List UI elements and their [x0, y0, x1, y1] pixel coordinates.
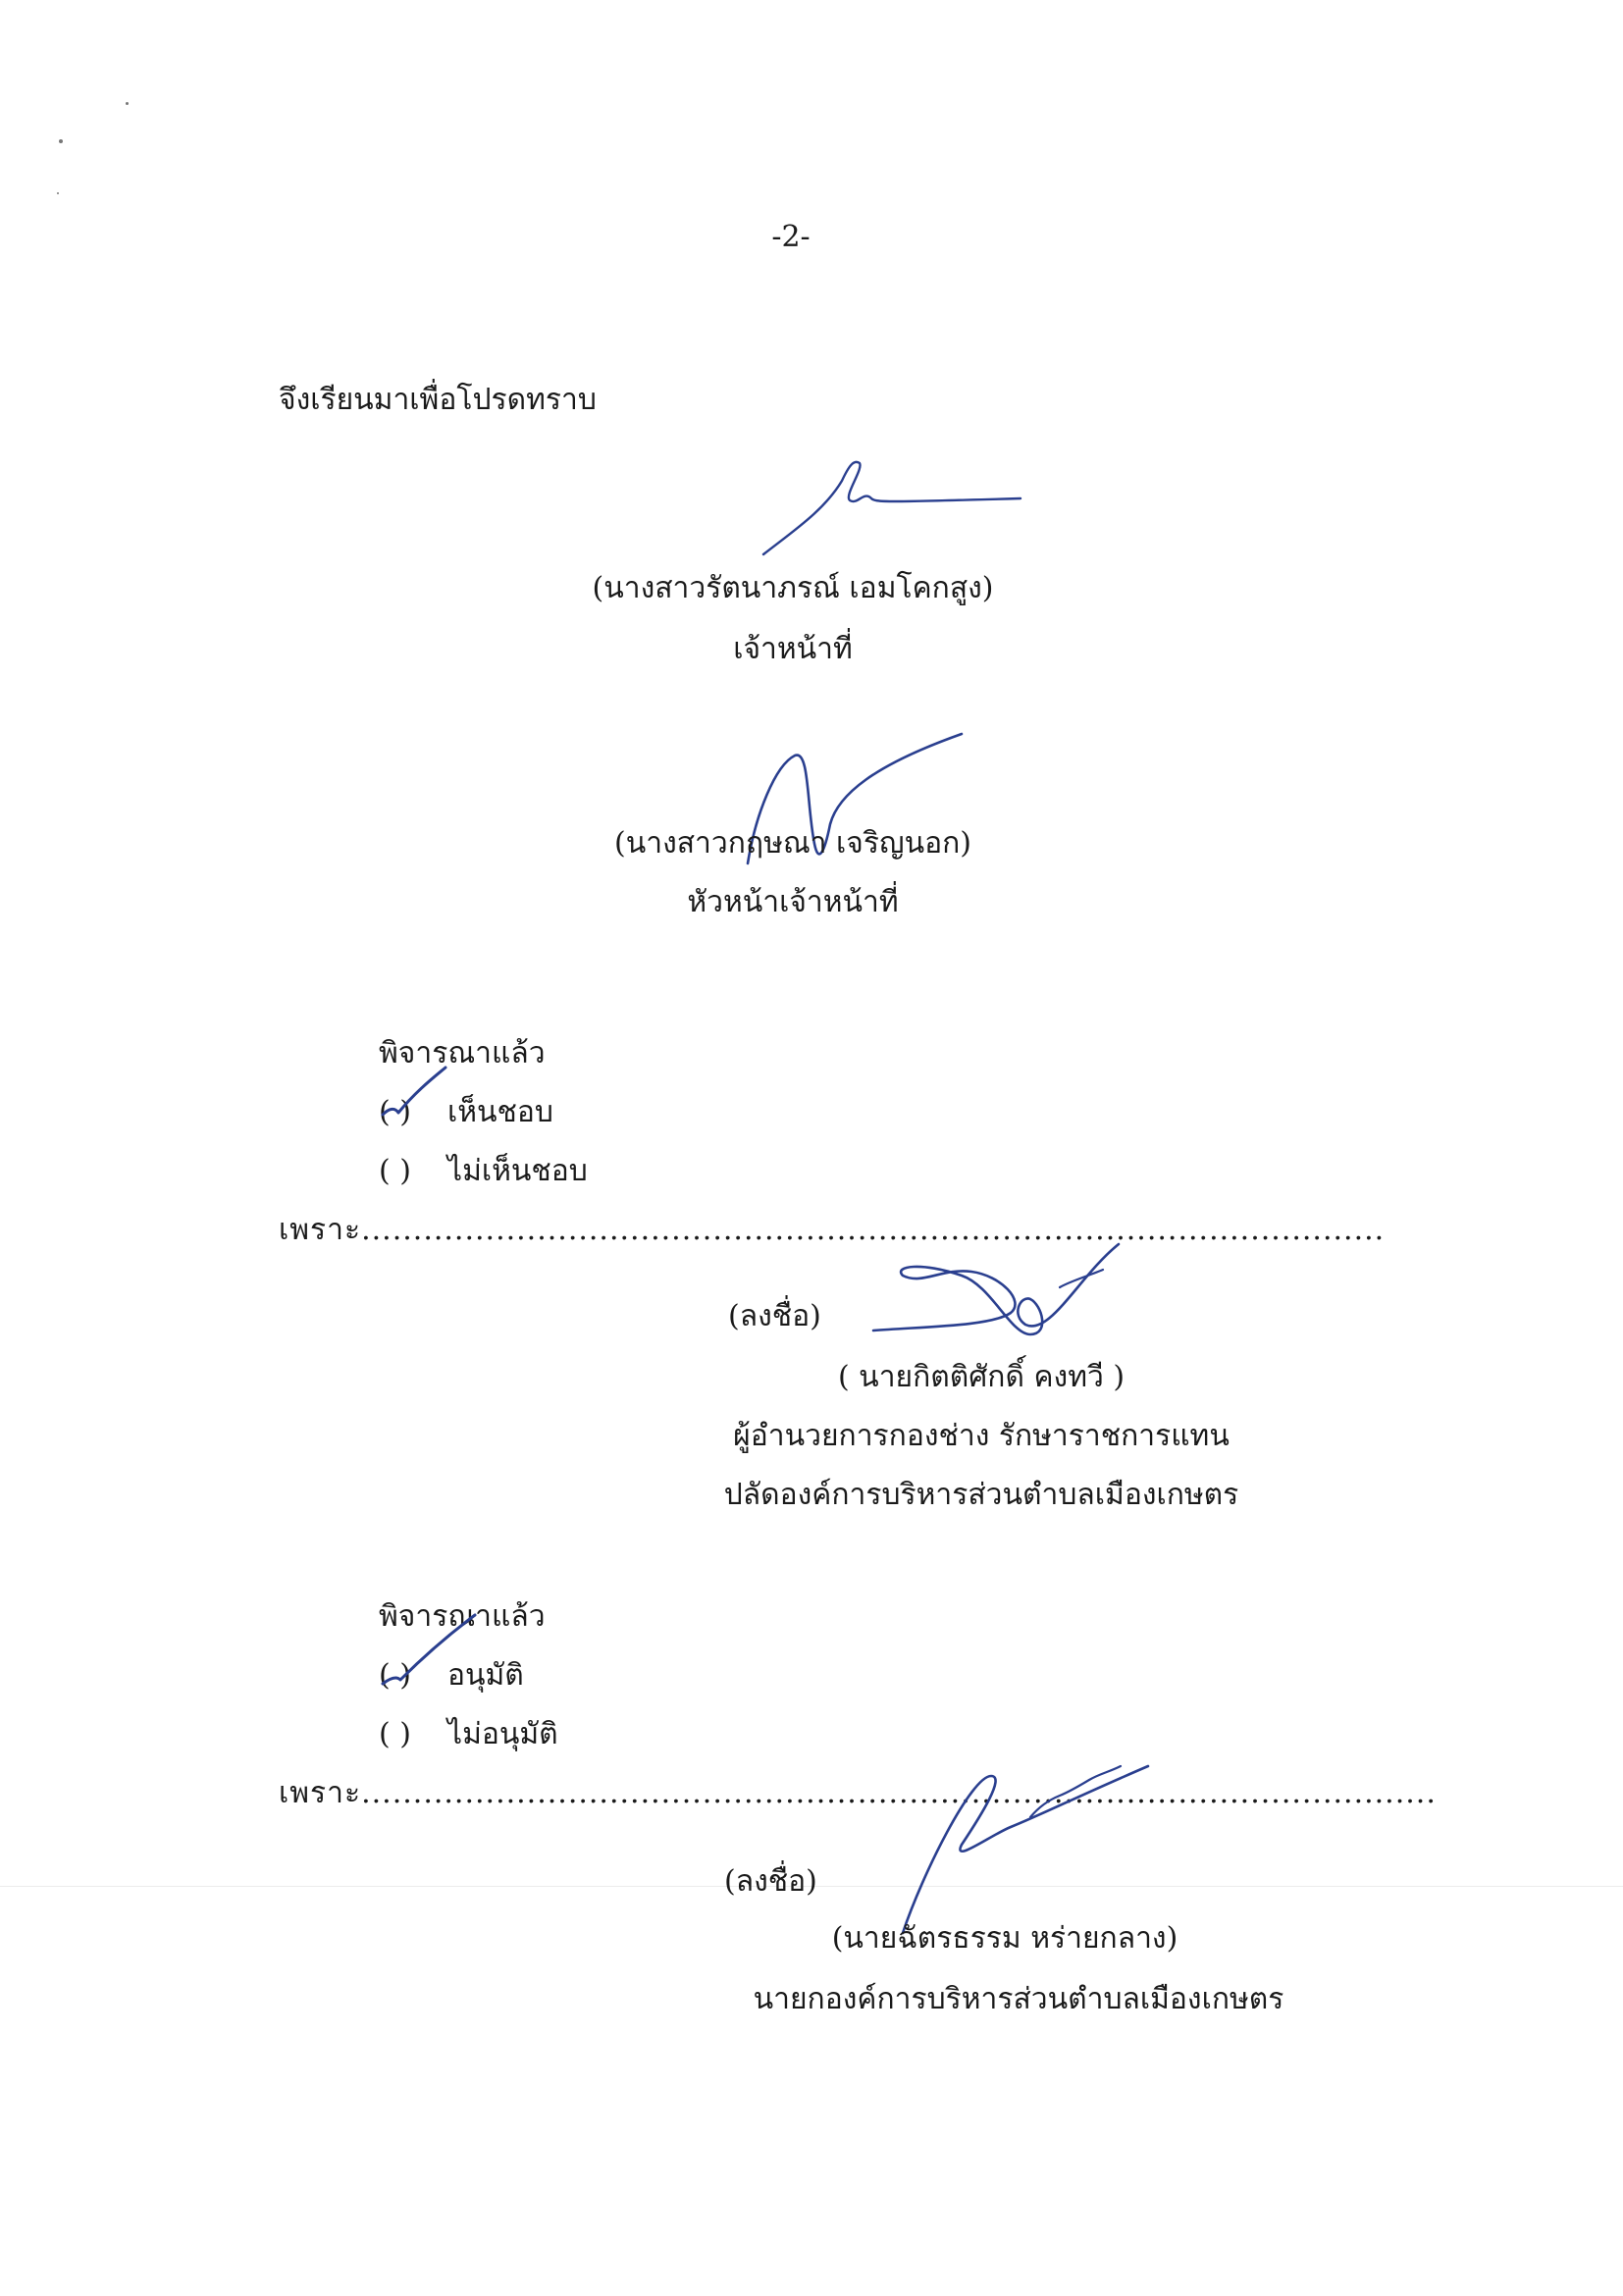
signatory-1-name: (นางสาวรัตนาภรณ์ เอมโคกสูง): [592, 571, 994, 605]
review-1-position-line1: ผู้อำนวยการกองช่าง รักษาราชการแทน: [733, 1419, 1230, 1453]
review-2-reject-mark: ( ): [379, 1717, 411, 1751]
signatory-1-position: เจ้าหน้าที่: [733, 632, 853, 666]
scan-speck: [126, 102, 129, 105]
signatory-2-position: หัวหน้าเจ้าหน้าที่: [687, 885, 899, 919]
review-2-sign-label: (ลงชื่อ): [724, 1864, 817, 1899]
closing-sentence: จึงเรียนมาเพื่อโปรดทราบ: [279, 383, 597, 417]
review-1-agree-label: เห็นชอบ: [447, 1095, 553, 1129]
review-2-approve-label: อนุมัติ: [447, 1658, 524, 1693]
checkmark-agree: [377, 1062, 455, 1130]
review-1-sign-label: (ลงชื่อ): [728, 1299, 821, 1333]
review-2-because-line: เพราะ........................................................................................................: [279, 1776, 1437, 1810]
review-1-position-line2: ปลัดองค์การบริหารส่วนตำบลเมืองเกษตร: [723, 1478, 1239, 1512]
signature-3: [864, 1236, 1128, 1354]
review-2-heading: พิจารณาแล้ว: [379, 1599, 546, 1634]
review-1-disagree-mark: ( ): [379, 1154, 411, 1188]
review-1-name: ( นายกิตติศักดิ์ คงทวี ): [837, 1360, 1126, 1394]
review-1-because-line: เพราะ...................................................................................................: [279, 1213, 1386, 1247]
scan-speck: [57, 192, 59, 194]
scan-speck: [59, 139, 63, 143]
review-2-name: (นายฉัตรธรรม หร่ายกลาง): [831, 1921, 1178, 1956]
signature-4: [893, 1756, 1158, 1943]
review-2-reject-label: ไม่อนุมัติ: [447, 1717, 558, 1751]
review-1-heading: พิจารณาแล้ว: [379, 1036, 546, 1070]
page-number: -2-: [771, 220, 811, 254]
review-1-disagree-label: ไม่เห็นชอบ: [447, 1154, 588, 1188]
review-2-position: นายกองค์การบริหารส่วนตำบลเมืองเกษตร: [753, 1982, 1284, 2016]
review-1-agree-mark: ( ): [379, 1095, 411, 1129]
review-2-approve-mark: ( ): [379, 1658, 411, 1693]
signatory-2-name: (นางสาวกฤษณา เจริญนอก): [614, 826, 971, 861]
signature-1: [756, 451, 1030, 559]
